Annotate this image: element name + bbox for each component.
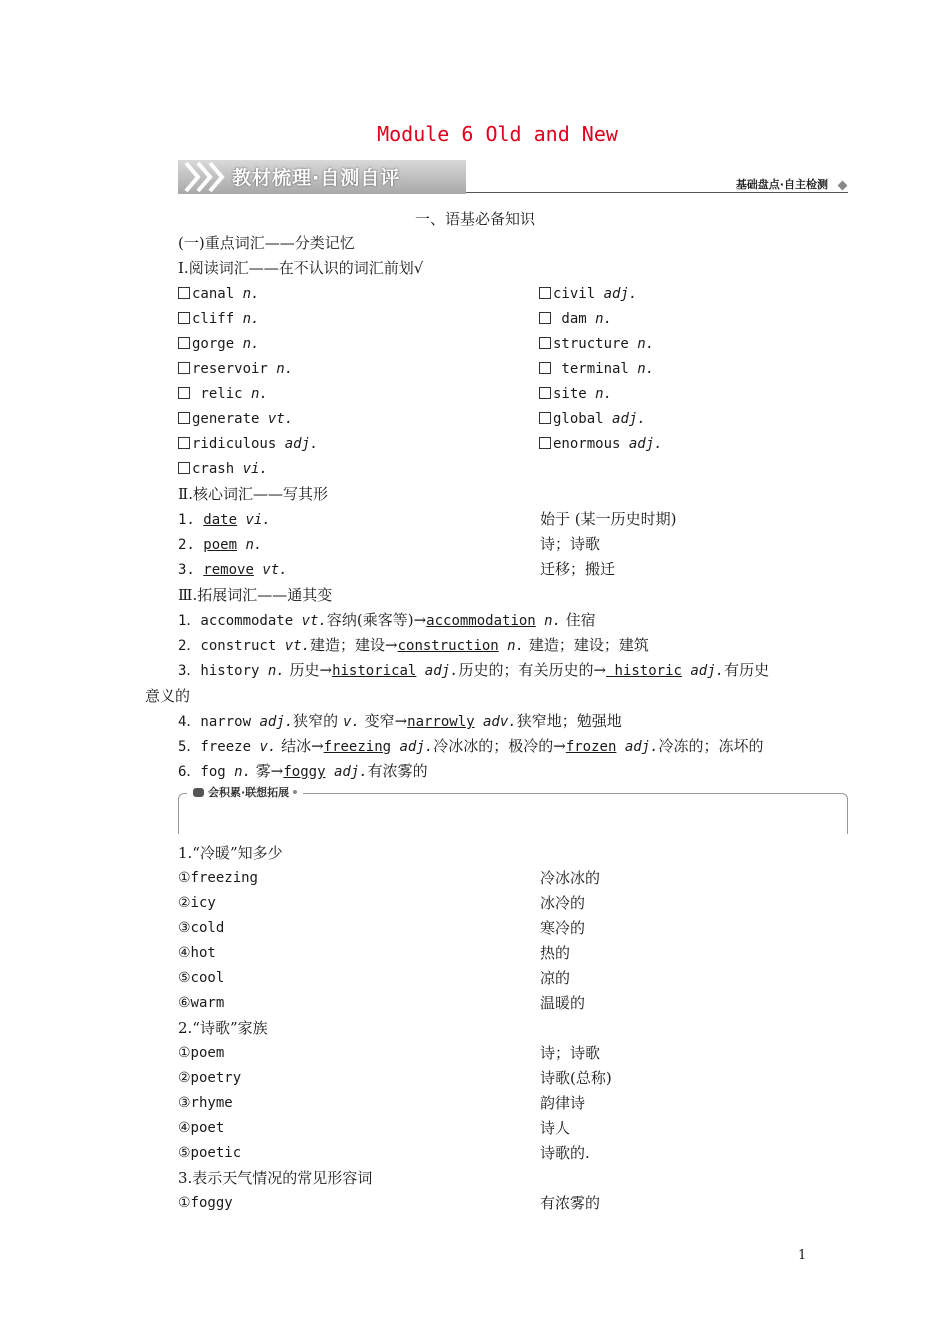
checkbox-icon[interactable] — [539, 312, 551, 324]
reading-item — [539, 307, 612, 329]
reading-word: enormous — [553, 436, 629, 452]
expand-base: 4．narrow — [178, 714, 260, 730]
expand-wrap-text: 意义的 — [145, 687, 191, 705]
group-word: ④poet — [178, 1120, 225, 1136]
group-meaning: 诗歌(总称) — [540, 1069, 612, 1087]
checkbox-icon[interactable] — [178, 462, 190, 474]
core-item — [178, 508, 271, 530]
reading-pos: n. — [637, 361, 655, 377]
group-word: ①poem — [178, 1045, 225, 1061]
reading-word: terminal — [553, 361, 638, 377]
expand-text: 历史的；有关历史的→ — [458, 661, 607, 679]
expand-text: 狭窄的 — [293, 712, 343, 730]
expand-pos: adj. — [681, 663, 725, 679]
checkbox-icon[interactable] — [539, 287, 551, 299]
banner-left-text: 教材梳理·自测自评 — [232, 167, 401, 189]
group-word: ⑤cool — [178, 970, 225, 986]
group-meaning: 温暖的 — [540, 994, 586, 1012]
reading-item — [539, 382, 612, 404]
expand-pos: adv. — [474, 714, 517, 730]
expand-item — [178, 760, 428, 782]
group-meaning: 有浓雾的 — [540, 1194, 601, 1212]
diamond-icon — [838, 181, 848, 191]
reading-word: site — [553, 386, 596, 402]
group-meaning: 冰冷的 — [540, 894, 586, 912]
section-banner — [178, 160, 848, 196]
expand-text: 冷冻的；冻坏的 — [658, 737, 764, 755]
banner-divider — [466, 192, 848, 193]
expand-pos: n. — [498, 638, 525, 654]
expand-base: 1．accommodate — [178, 613, 302, 629]
checkbox-icon[interactable] — [178, 437, 190, 449]
expand-answer: construction — [397, 638, 499, 654]
reading-pos: n. — [276, 361, 294, 377]
expand-text: 建造；建设；建筑 — [524, 636, 649, 654]
section-heading: 一、语基必备知识 — [414, 210, 535, 228]
expand-text: 历史→ — [284, 661, 333, 679]
core-item — [178, 533, 262, 555]
reading-item — [178, 357, 293, 379]
expand-base: 3．history — [178, 663, 268, 679]
expand-answer: foggy — [283, 764, 326, 780]
expand-item — [178, 659, 769, 681]
reading-word: gorge — [192, 336, 243, 352]
reading-item — [539, 332, 654, 354]
reading-item — [539, 282, 637, 304]
reading-item — [539, 407, 646, 429]
reading-word: generate — [192, 411, 268, 427]
checkbox-icon[interactable] — [178, 362, 190, 374]
reading-word: civil — [553, 286, 604, 302]
expand-item — [178, 609, 596, 631]
reading-word: ridiculous — [192, 436, 285, 452]
reading-word: relic — [192, 386, 252, 402]
expand-pos: n. — [267, 663, 285, 679]
reading-pos: vt. — [267, 411, 294, 427]
reading-pos: n. — [251, 386, 268, 402]
expand-text: 冷冰冰的；极冷的→ — [433, 737, 566, 755]
expand-base: 5．freeze — [178, 739, 260, 755]
reading-item — [178, 382, 268, 404]
group-meaning: 寒冷的 — [540, 919, 586, 937]
expand-label: Ⅲ.拓展词汇——通其变 — [178, 586, 333, 604]
expand-base: 2．construct — [178, 638, 285, 654]
reading-pos: n. — [595, 311, 613, 327]
checkbox-icon[interactable] — [539, 412, 551, 424]
reading-word: cliff — [192, 311, 243, 327]
checkbox-icon[interactable] — [178, 337, 190, 349]
expand-pos: v. — [342, 714, 360, 730]
reading-item — [178, 282, 259, 304]
dot-icon — [293, 790, 297, 794]
expand-answer: frozen — [565, 739, 617, 755]
reading-word: structure — [553, 336, 638, 352]
expand-pos: adj. — [416, 663, 459, 679]
banner-right-text: 基础盘点·自主检测 — [735, 178, 828, 191]
core-answer: poem — [203, 537, 238, 553]
expand-text: 有浓雾的 — [367, 762, 428, 780]
reading-item — [178, 407, 293, 429]
checkbox-icon[interactable] — [178, 387, 190, 399]
expand-pos: adj. — [259, 714, 294, 730]
reading-pos: n. — [242, 336, 260, 352]
reading-word: reservoir — [192, 361, 277, 377]
book-icon — [193, 788, 204, 797]
reading-pos: n. — [637, 336, 655, 352]
checkbox-icon[interactable] — [178, 287, 190, 299]
expand-item — [178, 735, 764, 757]
reading-item — [539, 432, 663, 454]
reading-item — [178, 332, 259, 354]
part1-label: (一)重点词汇——分类记忆 — [178, 234, 355, 252]
expand-base: 6．fog — [178, 764, 235, 780]
reading-pos: n. — [242, 311, 260, 327]
group-meaning: 热的 — [540, 944, 571, 962]
expand-pos: n. — [535, 613, 562, 629]
expand-pos: vt. — [301, 613, 327, 629]
expand-answer: historic — [606, 663, 682, 679]
reading-pos: n. — [242, 286, 260, 302]
core-answer: remove — [203, 562, 254, 578]
expand-answer: freezing — [323, 739, 392, 755]
expand-text: 住宿 — [561, 611, 596, 629]
reading-pos: n. — [595, 386, 613, 402]
expand-pos: n. — [234, 764, 252, 780]
expand-pos: adj. — [325, 764, 368, 780]
reading-item — [178, 432, 318, 454]
expand-item — [178, 634, 649, 656]
page-title: Module 6 Old and New — [377, 122, 618, 146]
banner-box — [178, 160, 466, 194]
accumulate-box — [178, 786, 848, 834]
checkbox-icon[interactable] — [539, 337, 551, 349]
reading-word: global — [553, 411, 613, 427]
core-label: Ⅱ.核心词汇——写其形 — [178, 485, 328, 503]
core-item — [178, 558, 288, 580]
core-meaning: 诗；诗歌 — [540, 535, 601, 553]
checkbox-icon[interactable] — [178, 312, 190, 324]
group-word: ⑤poetic — [178, 1145, 242, 1161]
group-meaning: 冷冰冰的 — [540, 869, 601, 887]
checkbox-icon[interactable] — [539, 362, 551, 374]
chevron-arrows-icon — [182, 160, 230, 194]
reading-pos: adj. — [628, 436, 663, 452]
expand-answer: historical — [332, 663, 417, 679]
expand-pos: adj. — [391, 739, 434, 755]
group-title: 2.“诗歌”家族 — [178, 1019, 268, 1037]
reading-pos: adj. — [612, 411, 646, 427]
core-answer: date — [203, 512, 238, 528]
core-pos: n. — [237, 537, 263, 553]
checkbox-icon[interactable] — [178, 412, 190, 424]
expand-item — [178, 710, 622, 732]
reading-label: Ⅰ.阅读词汇——在不认识的词汇前划√ — [178, 259, 424, 277]
reading-word: canal — [192, 286, 243, 302]
checkbox-icon[interactable] — [539, 387, 551, 399]
group-word: ②icy — [178, 895, 216, 911]
accumulate-box-label — [187, 784, 303, 800]
group-meaning: 凉的 — [540, 969, 571, 987]
expand-text: 有历史 — [724, 661, 770, 679]
expand-pos: adj. — [616, 739, 659, 755]
group-word: ①freezing — [178, 870, 258, 886]
expand-text: 容纳(乘客等)→ — [326, 611, 427, 629]
core-num: 2. — [178, 537, 204, 553]
expand-text: 建造；建设→ — [310, 636, 398, 654]
reading-pos: adj. — [284, 436, 319, 452]
expand-text: 雾→ — [251, 762, 284, 780]
group-title: 3.表示天气情况的常见形容词 — [178, 1169, 373, 1187]
expand-pos: vt. — [284, 638, 311, 654]
group-meaning: 韵律诗 — [540, 1094, 586, 1112]
checkbox-icon[interactable] — [539, 437, 551, 449]
core-pos: vi. — [237, 512, 271, 528]
reading-item — [178, 457, 268, 479]
expand-text: 变窄→ — [359, 712, 408, 730]
group-meaning: 诗人 — [540, 1119, 571, 1137]
expand-text: 狭窄地；勉强地 — [516, 712, 622, 730]
expand-answer: narrowly — [407, 714, 475, 730]
reading-pos: vi. — [242, 461, 268, 477]
group-word: ②poetry — [178, 1070, 242, 1086]
group-word: ③rhyme — [178, 1095, 233, 1111]
group-word: ①foggy — [178, 1195, 233, 1211]
reading-word: crash — [192, 461, 243, 477]
core-meaning: 迁移；搬迁 — [540, 560, 616, 578]
group-word: ⑥warm — [178, 995, 225, 1011]
group-meaning: 诗歌的. — [540, 1144, 590, 1162]
group-title: 1.“冷暖”知多少 — [178, 844, 283, 862]
group-word: ③cold — [178, 920, 225, 936]
reading-word: dam — [553, 311, 596, 327]
accumulate-label-text: 会积累·联想拓展 — [208, 786, 290, 799]
page-number: 1 — [798, 1248, 807, 1263]
reading-item — [178, 307, 259, 329]
reading-pos: adj. — [603, 286, 638, 302]
group-word: ④hot — [178, 945, 216, 961]
expand-text: 结冰→ — [276, 737, 324, 755]
group-meaning: 诗；诗歌 — [540, 1044, 601, 1062]
reading-item — [539, 357, 654, 379]
core-pos: vt. — [253, 562, 288, 578]
core-num: 1. — [178, 512, 204, 528]
expand-pos: v. — [259, 739, 277, 755]
expand-answer: accommodation — [426, 613, 536, 629]
core-meaning: 始于 (某一历史时期) — [540, 510, 677, 528]
core-num: 3. — [178, 562, 204, 578]
